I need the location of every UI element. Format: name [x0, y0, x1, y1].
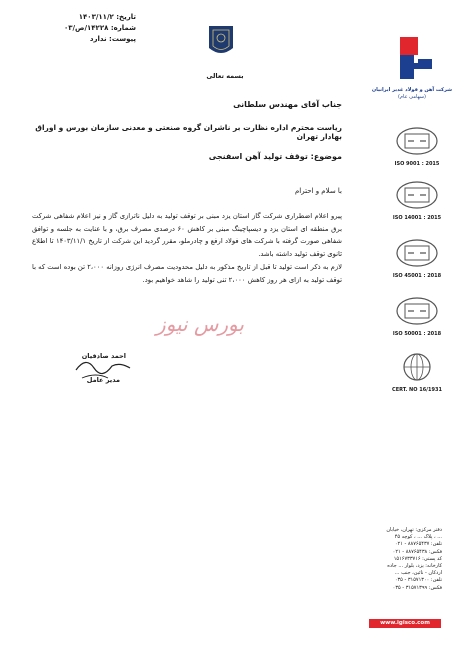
certification-iqnet	[388, 352, 446, 393]
certification-seal-icon	[395, 238, 439, 268]
certification-label: ISO 9001 : 2015	[394, 161, 440, 167]
letter-number: شماره: ۱۴۲۲۸/ص/۰۳	[63, 24, 136, 32]
watermark-text: بورس نیوز	[156, 312, 244, 336]
signer-title: مدیر عامل	[86, 376, 120, 384]
letter-body	[32, 210, 342, 287]
invocation-text: بسمه تعالی	[206, 72, 244, 80]
letter-date: تاریخ: ۱۴۰۳/۱۱/۲	[78, 13, 136, 21]
body-paragraph-1: پیرو اعلام اضطراری شرکت گاز استان یزد مبنی بر توقف تولید به دلیل ناترازی گاز و نیز اعلام شفاهی شرکت برق منطقه ای استان یزد و دیسپاچینگ مبنی بر کاهش ۶۰ درصدی مصرف برق، و با عنایت به جلسه و توافق شفاهی صورت گرفته با شرکت های فولاد ارفع و چادرملو، مقرر گردید این شرکت از تاریخ ۱۴۰۳/۱۱/۱ تا اطلاع ثانوی توقف تولید داشته باشد.	[32, 212, 342, 258]
company-logo-icon	[392, 35, 438, 81]
certification-iso-14001	[388, 180, 446, 221]
recipient-position: ریاست محترم اداره نظارت بر ناشران گروه صنعتی و معدنی سازمان بورس و اوراق بهادار تهران	[35, 123, 342, 141]
contact-line: کد پستی: ۱۵۱۶۷۳۳۷۱۶	[393, 555, 442, 562]
contact-line: دفتر مرکزی: تهران، خیابان	[386, 527, 442, 533]
iqnet-logo-icon	[395, 352, 439, 382]
greeting: با سلام و احترام	[294, 187, 342, 195]
certification-label: ISO 14001 : 2015	[392, 215, 442, 221]
contact-line: اردکان - نائین، جنب ...	[394, 570, 442, 577]
certification-label: ISO 50001 : 2018	[392, 331, 442, 337]
certification-label: ISO 45001 : 2018	[392, 273, 442, 279]
website-link[interactable]: www.igisco.com	[369, 619, 441, 628]
certification-label: CERT. NO 16/1931	[392, 387, 442, 393]
letter-meta	[26, 12, 136, 45]
letter-subject: موضوع: توقف تولید آهن اسفنجی	[208, 152, 342, 161]
certification-seal-icon	[395, 296, 439, 326]
contact-line: تلفن: ۳۱۵۷۱۳۰۰ - ۰۳۵	[394, 577, 442, 584]
contact-line: ... ، پلاک ... ، کوچه ۴۵	[394, 534, 442, 541]
signer-name: احمد صادقیان	[81, 352, 126, 360]
certification-iso-50001	[388, 296, 446, 337]
certification-iso-45001	[388, 238, 446, 279]
body-paragraph-2: لازم به ذکر است تولید تا قبل از تاریخ مذکور به دلیل محدودیت مصرف انرژی روزانه ۲،۰۰۰ تن بوده است که با توقف تولید به ازای هر روز کاهش ۲،۰۰۰ تنی تولید را شاهد خواهیم بود.	[32, 263, 342, 284]
contact-line: کارخانه: یزد، بلوار ... جاده	[387, 563, 442, 570]
certification-iso-9001	[388, 126, 446, 167]
recipient: جناب آقای مهندس سلطانی	[233, 100, 342, 109]
contact-line: فکس: ۳۱۵۷۱۳۹۹ - ۰۳۵	[392, 584, 442, 591]
company-name: شرکت آهن و فولاد غدیر ایرانیان	[371, 87, 453, 93]
government-emblem-icon	[207, 24, 235, 58]
letter-attachment: پیوست: ندارد	[89, 35, 136, 43]
contact-line: فکس: ۸۸۷۶۵۴۳۸ - ۰۲۱	[392, 548, 442, 555]
contact-block	[350, 527, 442, 592]
company-type: (سهامی عام)	[398, 94, 426, 100]
company-name-block	[366, 87, 458, 101]
contact-line: تلفن: ۸۸۷۶۵۴۳۷ - ۰۲۱	[394, 541, 442, 548]
certification-seal-icon	[395, 180, 439, 210]
certification-seal-icon	[395, 126, 439, 156]
